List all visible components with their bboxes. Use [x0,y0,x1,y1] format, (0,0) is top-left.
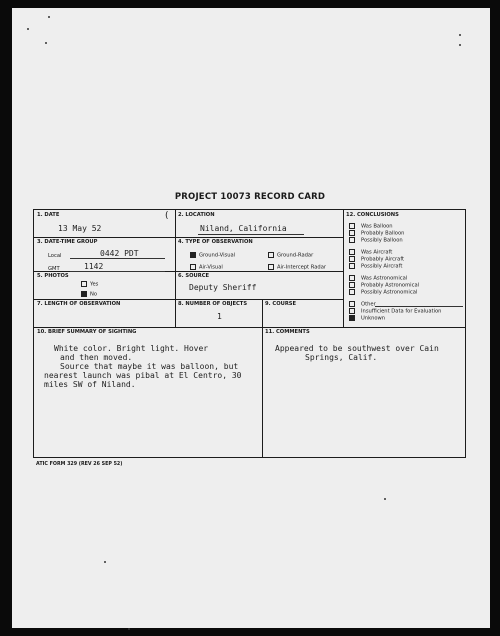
photos-no[interactable]: No [81,291,97,298]
grid-line [343,210,344,327]
conclusion-possibly-aircraft[interactable]: Possibly Aircraft [349,263,402,270]
checkbox-icon [190,264,196,270]
gmt-underline [70,271,165,272]
checkbox-checked-icon [81,291,87,297]
checkbox-icon [268,264,274,270]
other-underline [375,306,463,307]
checkbox-icon [349,223,355,229]
checkbox-icon [349,237,355,243]
conclusion-was-astronomical[interactable]: Was Astronomical [349,275,407,282]
observation-ground-visual[interactable]: Ground-Visual [190,252,235,259]
local-time-value: 0442 PDT [100,249,139,258]
scan-speck [45,42,47,44]
location-value: Niland, California [200,224,287,233]
checkbox-icon [349,256,355,262]
gmt-time-value: 1142 [84,262,104,271]
summary-line: nearest launch was pibal at El Centro, 30 [44,371,242,380]
checkbox-icon [349,249,355,255]
conclusion-was-aircraft[interactable]: Was Aircraft [349,249,392,256]
local-label: Local [48,253,62,259]
grid-line [34,327,465,328]
summary-line: miles SW of Niland. [44,380,136,389]
observation-air-visual[interactable]: Air-Visual [190,264,223,271]
location-underline [198,234,304,235]
observation-air-intercept-radar[interactable]: Air-Intercept Radar [268,264,326,271]
photos-yes[interactable]: Yes [81,281,98,288]
date-value: 13 May 52 [58,224,102,233]
course-label: 9. COURSE [265,301,297,307]
conclusion-was-balloon[interactable]: Was Balloon [349,223,393,230]
grid-line [34,299,343,300]
checkbox-icon [349,275,355,281]
number-of-objects-label: 8. NUMBER OF OBJECTS [178,301,248,307]
gmt-label: GMT [48,266,60,272]
scan-speck [459,44,461,46]
location-label: 2. LOCATION [178,212,215,218]
number-of-objects-value: 1 [217,312,222,321]
grid-line [34,237,343,238]
checkbox-icon [268,252,274,258]
source-value: Deputy Sheriff [189,283,257,292]
scan-speck [128,628,130,630]
card-title: PROJECT 10073 RECORD CARD [174,192,326,202]
checkbox-icon [349,308,355,314]
margin-mark: ( [165,211,169,221]
conclusion-probably-balloon[interactable]: Probably Balloon [349,230,404,237]
grid-line [262,299,263,457]
conclusion-other[interactable]: Other [349,301,376,308]
comments-line: Appeared to be southwest over Cain [275,344,439,353]
checkbox-checked-icon [190,252,196,258]
checkbox-icon [349,263,355,269]
type-of-observation-label: 4. TYPE OF OBSERVATION [178,239,253,245]
checkbox-icon [349,289,355,295]
checkbox-checked-icon [349,315,355,321]
checkbox-icon [349,282,355,288]
conclusion-possibly-astronomical[interactable]: Possibly Astronomical [349,289,417,296]
grid-line [175,210,176,327]
observation-ground-radar[interactable]: Ground-Radar [268,252,313,259]
scan-speck [104,561,106,563]
checkbox-icon [349,230,355,236]
scan-speck [459,34,461,36]
photos-label: 5. PHOTOS [37,273,69,279]
summary-line: Source that maybe it was balloon, but [60,362,239,371]
scan-speck [27,28,29,30]
conclusion-probably-aircraft[interactable]: Probably Aircraft [349,256,404,263]
local-underline [70,258,165,259]
scan-speck [384,498,386,500]
scan-speck [48,16,50,18]
comments-label: 11. COMMENTS [265,329,310,335]
source-label: 6. SOURCE [178,273,210,279]
conclusion-possibly-balloon[interactable]: Possibly Balloon [349,237,403,244]
conclusions-label: 12. CONCLUSIONS [346,212,399,218]
checkbox-icon [349,301,355,307]
summary-label: 10. BRIEF SUMMARY OF SIGHTING [37,329,137,335]
conclusion-insufficient-data[interactable]: Insufficient Data for Evaluation [349,308,441,315]
checkbox-icon [81,281,87,287]
length-of-observation-label: 7. LENGTH OF OBSERVATION [37,301,121,307]
form-number: ATIC FORM 329 (REV 26 SEP 52) [36,462,123,467]
datetime-group-label: 3. DATE-TIME GROUP [37,239,98,245]
date-label: 1. DATE [37,212,60,218]
summary-line: and then moved. [60,353,133,362]
conclusion-unknown[interactable]: Unknown [349,315,385,322]
summary-line: White color. Bright light. Hover [54,344,209,353]
comments-line: Springs, Calif. [305,353,378,362]
conclusion-probably-astronomical[interactable]: Probably Astronomical [349,282,419,289]
